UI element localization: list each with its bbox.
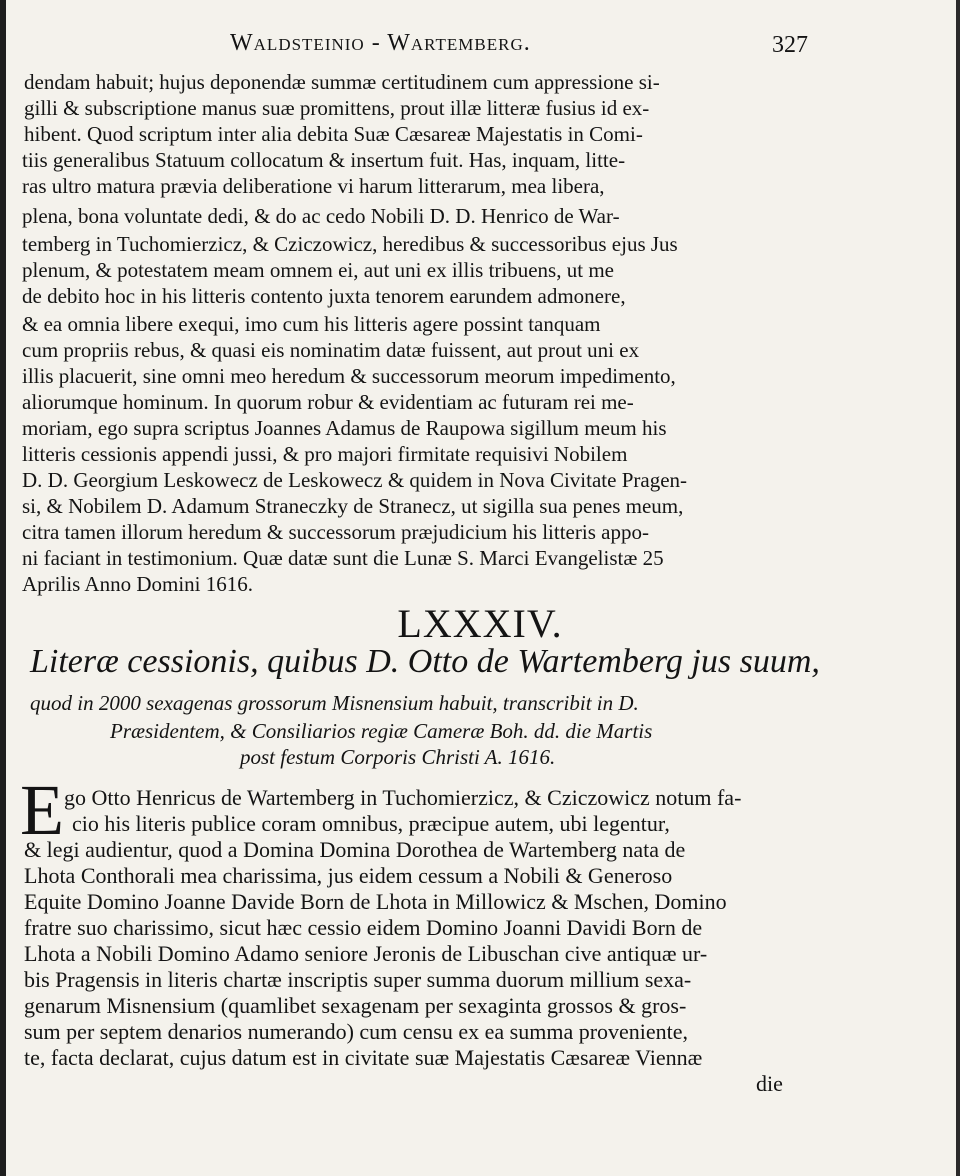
- catchword: die: [756, 1071, 783, 1096]
- text-line: Lhota Conthorali mea charissima, jus eidem cessum a Nobili & Generoso: [24, 863, 673, 888]
- text-line: & legi audientur, quod a Domina Domina Dorothea de Wartemberg nata de: [24, 837, 686, 862]
- text-line: plenum, & potestatem meam omnem ei, aut uni ex illis tribuens, ut me: [22, 258, 614, 282]
- text-line: cio his literis publice coram omnibus, præcipue autem, ubi legentur,: [72, 811, 670, 836]
- text-line: cum propriis rebus, & quasi eis nominatim datæ fuissent, aut prout uni ex: [22, 338, 640, 362]
- text-line: moriam, ego supra scriptus Joannes Adamus de Raupowa sigillum meum his: [22, 416, 667, 440]
- text-line: Equite Domino Joanne Davide Born de Lhota in Millowicz & Mschen, Domino: [24, 889, 727, 914]
- text-line: fratre suo charissimo, sicut hæc cessio eidem Domino Joanni Davidi Born de: [24, 915, 703, 940]
- section-title: Literæ cessionis, quibus D. Otto de Wartemberg jus suum,: [30, 643, 820, 680]
- running-title: Waldsteinio - Wartemberg.: [230, 30, 531, 56]
- text-line: ni faciant in testimonium. Quæ datæ sunt die Lunæ S. Marci Evangelistæ 25: [22, 546, 664, 570]
- section-number: LXXXIV.: [397, 601, 563, 646]
- text-line: D. D. Georgium Leskowecz de Leskowecz & quidem in Nova Civitate Pragen-: [22, 468, 688, 492]
- text-line: temberg in Tuchomierzicz, & Cziczowicz, heredibus & successoribus ejus Jus: [22, 232, 678, 256]
- section-subtitle-line: Præsidentem, & Consiliarios regiæ Cameræ Boh. dd. die Martis: [110, 719, 653, 743]
- text-line: illis placuerit, sine omni meo heredum & successorum meorum impedimento,: [22, 364, 676, 388]
- text-line: si, & Nobilem D. Adamum Straneczky de Stranecz, ut sigilla sua penes meum,: [22, 494, 684, 518]
- page-number: 327: [772, 32, 808, 58]
- text-line: tiis generalibus Statuum collocatum & insertum fuit. Has, inquam, litte-: [22, 148, 626, 172]
- text-line: citra tamen illorum heredum & successorum præjudicium his litteris appo-: [22, 520, 649, 544]
- text-line: sum per septem denarios numerando) cum censu ex ea summa proveniente,: [24, 1019, 689, 1044]
- text-line: te, facta declarat, cujus datum est in civitate suæ Majestatis Cæsareæ Viennæ: [24, 1045, 703, 1070]
- text-line: & ea omnia libere exequi, imo cum his litteris agere possint tanquam: [22, 312, 601, 336]
- text-line: gilli & subscriptione manus suæ promittens, prout illæ litteræ fusius id ex-: [24, 96, 650, 120]
- section-subtitle-line: quod in 2000 sexagenas grossorum Misnensium habuit, transcribit in D.: [30, 691, 639, 715]
- text-line: genarum Misnensium (quamlibet sexagenam per sexaginta grossos & gros-: [24, 993, 687, 1018]
- section-subtitle-line: post festum Corporis Christi A. 1616.: [240, 745, 556, 769]
- text-line: litteris cessionis appendi jussi, & pro majori firmitate requisivi Nobilem: [22, 442, 628, 466]
- text-line: hibent. Quod scriptum inter alia debita Suæ Cæsareæ Majestatis in Comi-: [24, 122, 643, 146]
- text-line: Aprilis Anno Domini 1616.: [22, 572, 254, 596]
- text-line: aliorumque hominum. In quorum robur & evidentiam ac futuram rei me-: [22, 390, 634, 414]
- text-line: bis Pragensis in literis chartæ inscriptis super summa duorum millium sexa-: [24, 967, 692, 992]
- text-line: plena, bona voluntate dedi, & do ac cedo Nobili D. D. Henrico de War-: [22, 204, 620, 228]
- text-line: Lhota a Nobili Domino Adamo seniore Jeronis de Libuschan cive antiquæ ur-: [24, 941, 708, 966]
- text-line: dendam habuit; hujus deponendæ summæ certitudinem cum appressione si-: [24, 70, 660, 94]
- drop-cap-letter: E: [20, 770, 64, 850]
- text-line: ras ultro matura prævia deliberatione vi harum litterarum, mea libera,: [22, 174, 605, 198]
- text-line: go Otto Henricus de Wartemberg in Tuchomierzicz, & Cziczowicz notum fa-: [64, 785, 742, 810]
- text-line: de debito hoc in his litteris contento juxta tenorem earundem admonere,: [22, 284, 626, 308]
